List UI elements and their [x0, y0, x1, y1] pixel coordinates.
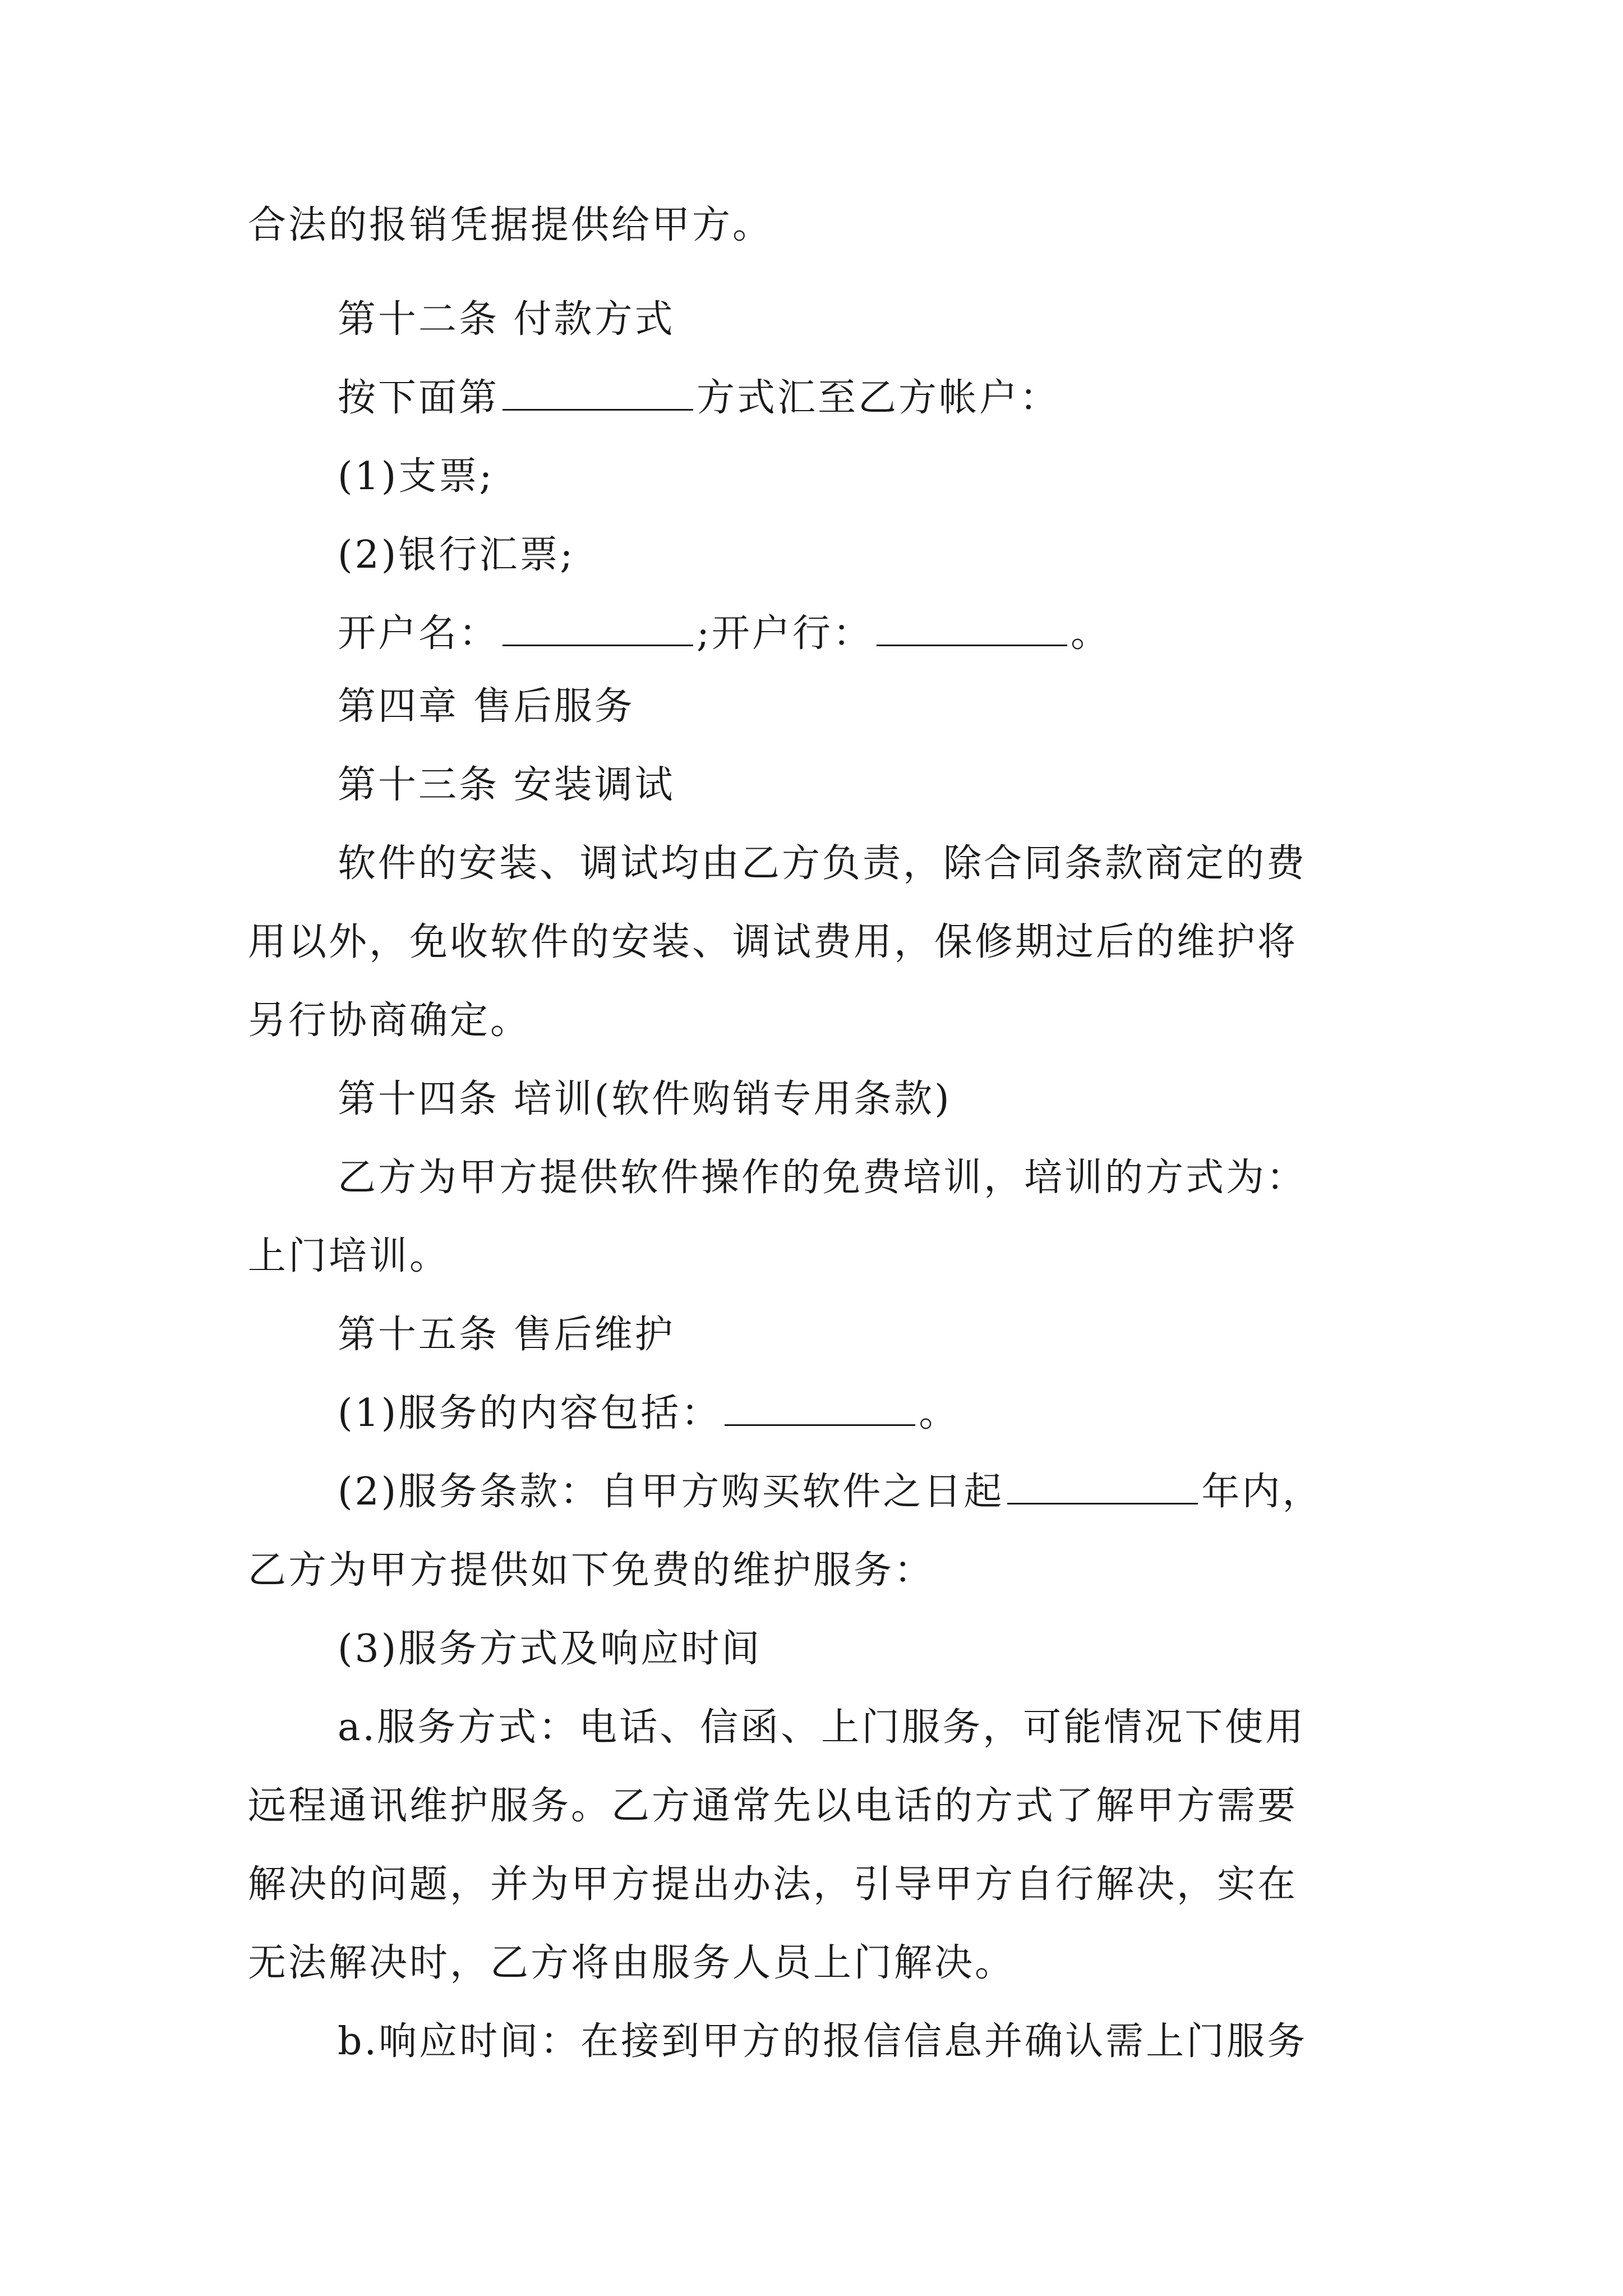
- list-item: (3)服务方式及响应时间: [338, 1627, 762, 1671]
- section-heading-article-13: 第十三条 安装调试: [338, 763, 675, 807]
- list-item: [338, 1386, 959, 1442]
- paragraph-line: 软件的安装、调试均由乙方负责，除合同条款商定的费: [338, 841, 1307, 886]
- paragraph-line: a.服务方式：电话、信函、上门服务，可能情况下使用: [338, 1705, 1306, 1750]
- paragraph-line: 用以外，免收软件的安装、调试费用，保修期过后的维护将: [248, 920, 1298, 964]
- paragraph-line: 乙方为甲方提供如下免费的维护服务：: [248, 1548, 935, 1593]
- fill-blank: [502, 610, 693, 646]
- section-heading-article-14: 第十四条 培训(软件购销专用条款): [338, 1077, 952, 1121]
- paragraph-line: b.响应时间：在接到甲方的报信信息并确认需上门服务: [338, 2019, 1308, 2064]
- fill-blank: [502, 374, 693, 411]
- list-item: (1)支票;: [338, 454, 495, 499]
- list-item: [338, 1464, 1322, 1520]
- fill-blank: [877, 610, 1067, 646]
- paragraph-line: 乙方为甲方提供软件操作的免费培训，培训的方式为：: [338, 1156, 1307, 1200]
- section-heading-article-15: 第十五条 售后维护: [338, 1313, 675, 1357]
- chapter-heading: 第四章 售后服务: [338, 684, 635, 729]
- text-segment: 。: [919, 1391, 960, 1435]
- section-heading-article-12: 第十二条 付款方式: [338, 297, 675, 342]
- paragraph-line: 解决的问题，并为甲方提出办法，引导甲方自行解决，实在: [248, 1862, 1298, 1907]
- fill-blank: [725, 1389, 915, 1426]
- paragraph-line: 无法解决时，乙方将由服务人员上门解决。: [248, 1941, 1016, 1985]
- fill-blank: [1007, 1468, 1198, 1504]
- text-line: [338, 370, 1060, 426]
- text-segment: 按下面第: [338, 376, 500, 420]
- paragraph-line: 另行协商确定。: [248, 999, 531, 1043]
- list-item: (2)银行汇票;: [338, 533, 575, 577]
- text-segment: (2)服务条款：自甲方购买软件之日起: [338, 1470, 1004, 1514]
- text-segment: 方式汇至乙方帐户：: [697, 376, 1061, 420]
- text-segment: (1)服务的内容包括：: [338, 1391, 722, 1435]
- text-segment: 。: [1070, 611, 1111, 656]
- paragraph-line: 远程通讯维护服务。乙方通常先以电话的方式了解甲方需要: [248, 1784, 1298, 1828]
- text-segment: ;开户行：: [697, 611, 873, 656]
- text-segment: 开户名：: [338, 611, 500, 656]
- text-segment: 年内，: [1201, 1470, 1323, 1514]
- text-line: 合法的报销凭据提供给甲方。: [248, 203, 773, 247]
- text-line: [338, 606, 1111, 662]
- paragraph-line: 上门培训。: [248, 1234, 450, 1278]
